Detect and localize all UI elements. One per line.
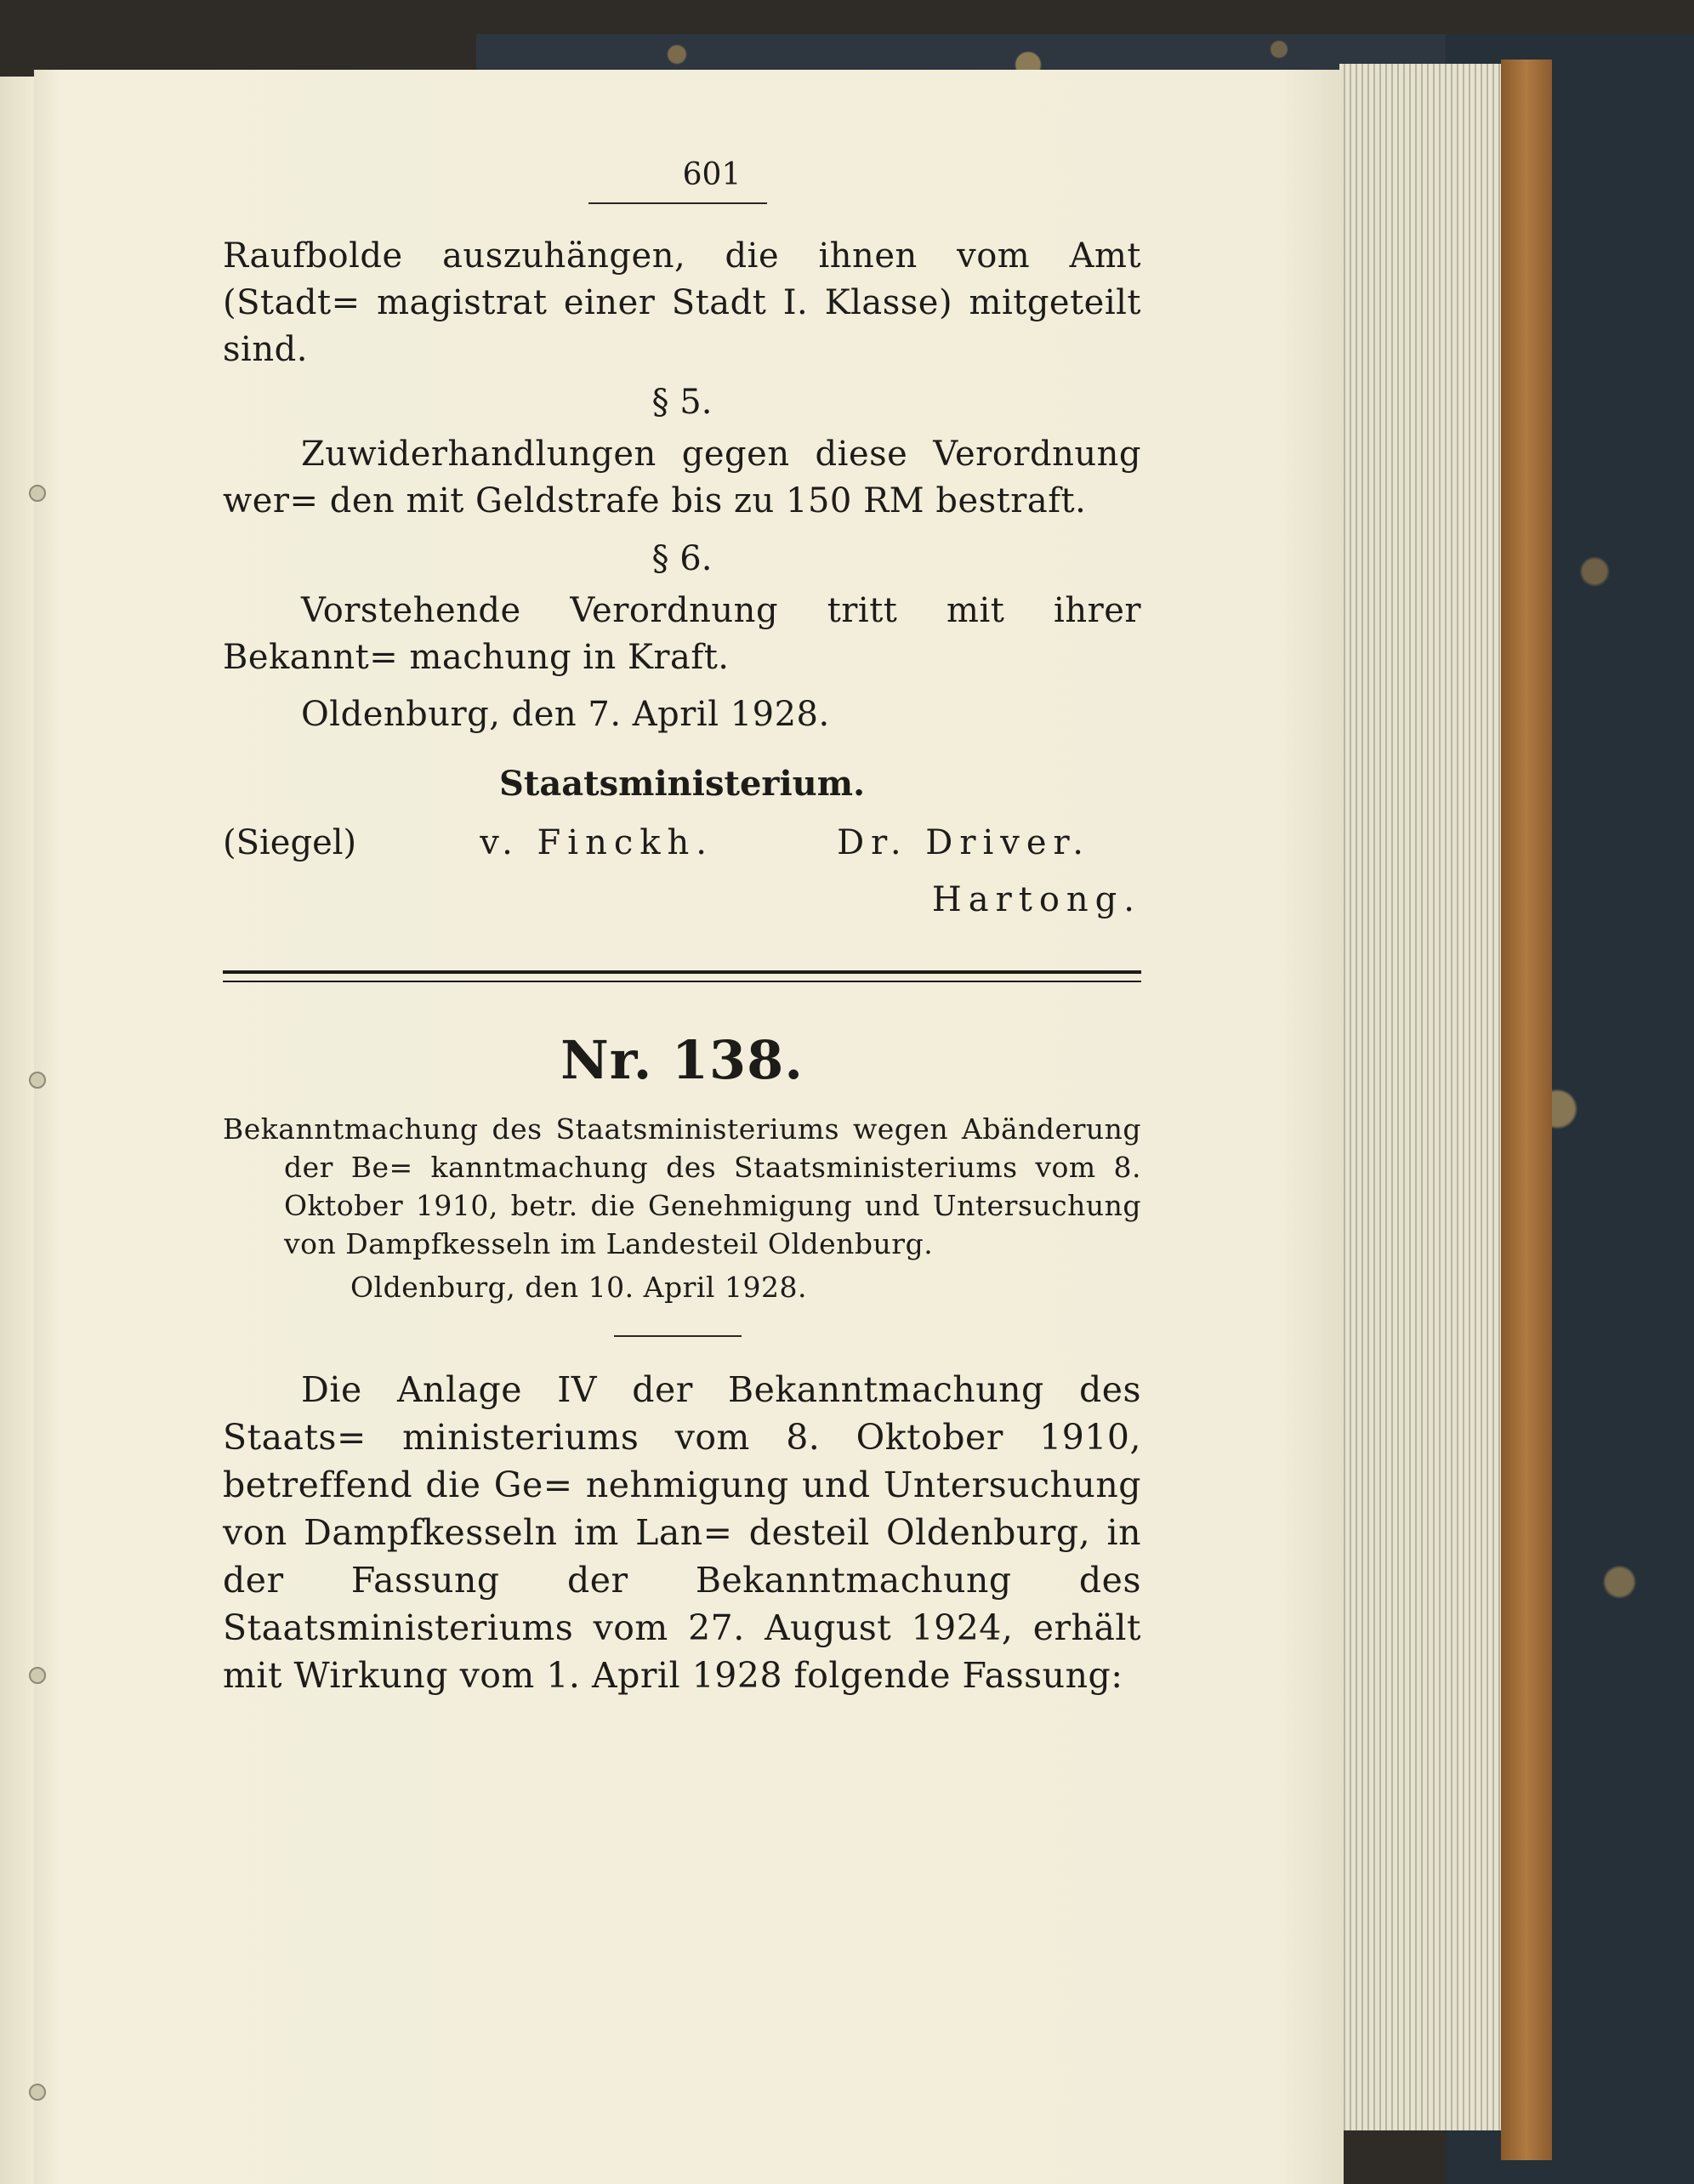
- section-6-heading: § 6.: [651, 539, 713, 578]
- continuation-paragraph: Raufbolde auszuhängen, die ihnen vom Amt (Stadt= magistrat einer Stadt I. Klasse) mitgeteilt sind.: [223, 236, 1141, 369]
- binding-stitch: [29, 485, 46, 502]
- signature-finckh: v. Finckh.: [480, 823, 713, 862]
- binding-stitch: [29, 2084, 46, 2101]
- summary-rule: [614, 1335, 742, 1337]
- notice-summary: Bekanntmachung des Staatsministeriums wegen Abänderung der Be= kanntmachung des Staatsministeriums vom 8. Oktober 1910, betr. die Genehmigung und Untersuchung von Dampfkesseln im Landesteil Oldenburg.: [223, 1112, 1141, 1260]
- facing-page-edge: [0, 77, 38, 2184]
- notice-summary-block: [223, 1110, 1141, 1306]
- signature-hartong: Hartong.: [931, 880, 1141, 919]
- issuing-authority: Staatsministerium.: [498, 764, 866, 804]
- notice-date: Oldenburg, den 10. April 1928.: [350, 1271, 807, 1304]
- notice-body: Die Anlage IV der Bekanntmachung des Staats= ministeriums vom 8. Oktober 1910, betreffend die Ge= nehmigung und Untersuchung von Dampfkesseln im Lan= desteil Oldenburg, in der Fassung der Bekanntmachung des Staatsministeriums vom 27. August 1924, erhält mit Wirkung vom 1. April 1928 folgende Fassung:: [223, 1369, 1141, 1696]
- section-divider-thin: [223, 981, 1141, 982]
- text-block: [223, 157, 1141, 1699]
- section-5-heading: § 5.: [651, 383, 713, 422]
- signature-line: [223, 817, 1141, 868]
- signature-driver: Dr. Driver.: [837, 823, 1090, 862]
- seal-mark: (Siegel): [223, 823, 357, 862]
- binding-stitch: [29, 1072, 46, 1089]
- binding-stitch: [29, 1667, 46, 1684]
- notice-number: Nr. 138.: [560, 1029, 804, 1091]
- leather-spine: [1501, 60, 1552, 2160]
- header-rule: [588, 202, 767, 204]
- page-number: 601: [682, 157, 742, 192]
- notice-body-block: [223, 1366, 1141, 1699]
- section-divider-heavy: [223, 970, 1141, 974]
- section-5-text: Zuwiderhandlungen gegen diese Verordnung wer= den mit Geldstrafe bis zu 150 RM bestraft.: [223, 435, 1141, 520]
- place-date: Oldenburg, den 7. April 1928.: [301, 695, 830, 734]
- page-edges: [1339, 64, 1501, 2130]
- section-6-text: Vorstehende Verordnung tritt mit ihrer Bekannt= machung in Kraft.: [223, 591, 1141, 677]
